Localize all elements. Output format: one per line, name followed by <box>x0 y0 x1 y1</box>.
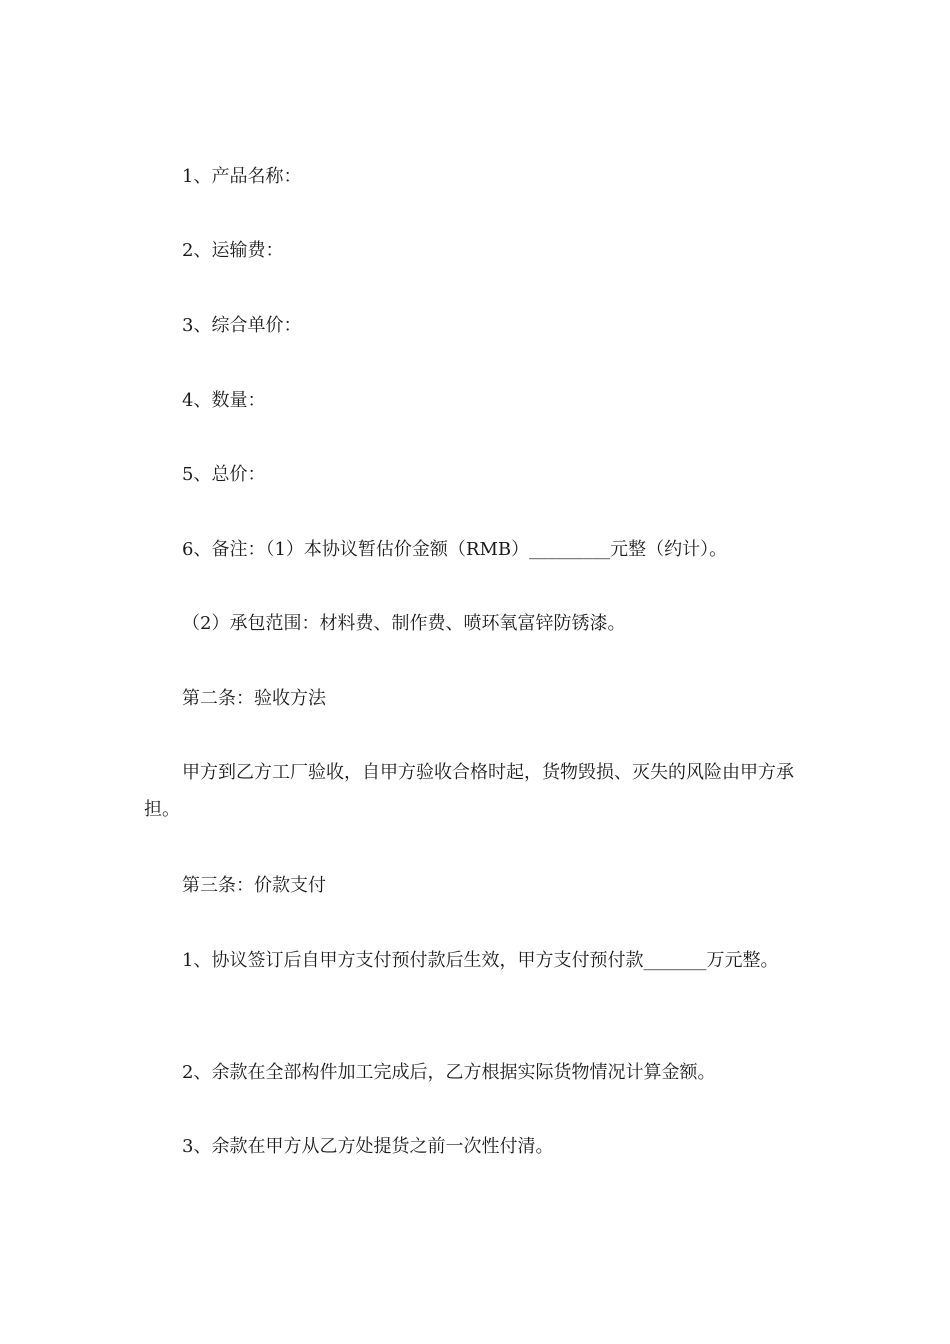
article3-heading: 第三条：价款支付 <box>182 875 326 896</box>
item-quantity: 4、数量： <box>182 390 266 411</box>
article2-body: 甲方到乙方工厂验收，自甲方验收合格时起，货物毁损、灭失的风险由甲方承担。 <box>144 762 794 820</box>
article3-item-2: 2、余款在全部构件加工完成后，乙方根据实际货物情况计算金额。 <box>182 1062 716 1083</box>
article2-heading: 第二条：验收方法 <box>182 688 326 709</box>
article3-item-3: 3、余款在甲方从乙方处提货之前一次性付清。 <box>182 1136 554 1157</box>
item-product-name: 1、产品名称： <box>182 166 302 187</box>
item-remarks: 6、备注：（1）本协议暂估价金额（RMB）_________元整（约计）。 <box>182 539 728 560</box>
item-shipping-fee: 2、运输费： <box>182 240 284 261</box>
article3-item-1: 1、协议签订后自甲方支付预付款后生效，甲方支付预付款_______万元整。 <box>182 950 779 971</box>
item-unit-price: 3、综合单价： <box>182 315 302 336</box>
item-total-price: 5、总价： <box>182 464 266 485</box>
item-contract-scope: （2）承包范围：材料费、制作费、喷环氧富锌防锈漆。 <box>182 613 626 634</box>
